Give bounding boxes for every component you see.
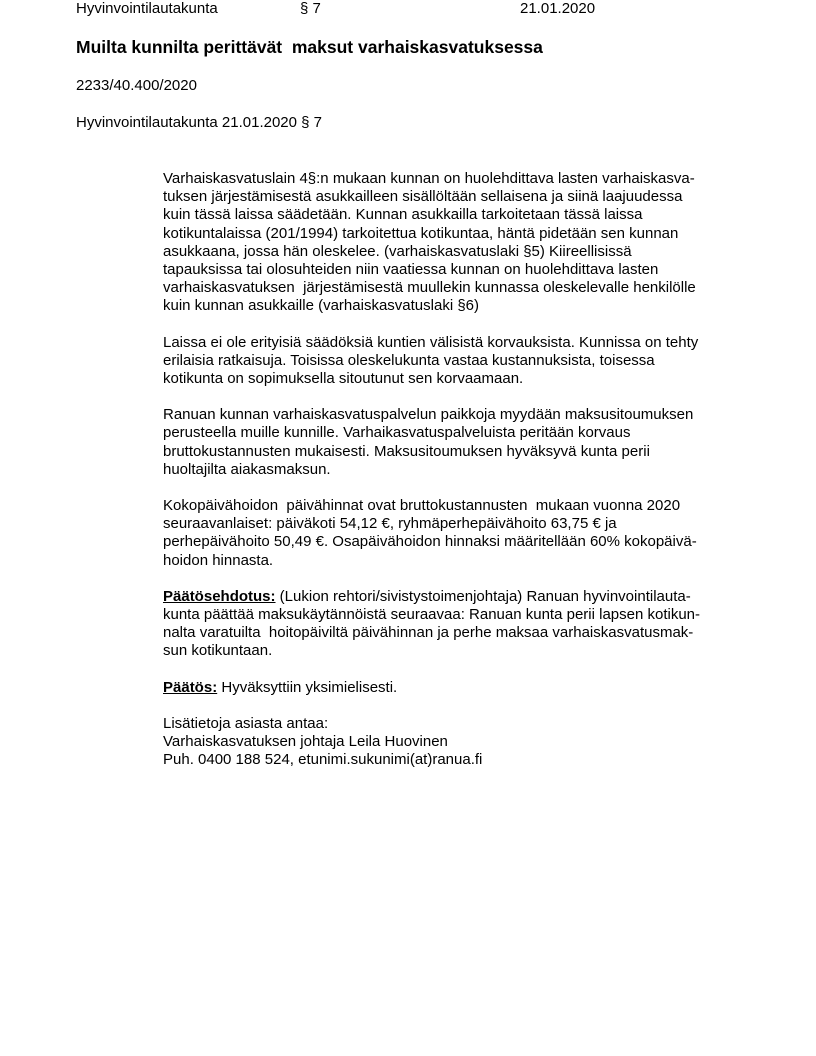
contact-info xyxy=(163,715,743,770)
text-line: tapauksissa tai olosuhteiden niin vaatiessa kunnan on huolehdittava lasten xyxy=(163,261,659,279)
decision-text: Hyväksyttiin yksimielisesti. xyxy=(217,678,398,696)
reference-number: 2233/40.400/2020 xyxy=(76,77,197,94)
text-line: erilaisia ratkaisuja. Toisissa oleskelukunta vastaa kustannuksista, toisessa xyxy=(163,351,655,369)
paragraph-legal-basis xyxy=(163,170,743,316)
text-line: huoltajilta aiakasmaksun. xyxy=(163,460,331,478)
page-header xyxy=(76,0,776,20)
meeting-line: Hyvinvointilautakunta 21.01.2020 § 7 xyxy=(76,114,323,131)
text-line: perhepäivähoito 50,49 €. Osapäivähoidon hinnaksi määritellään 60% kokopäivä- xyxy=(163,533,697,551)
text-line: hoidon hinnasta. xyxy=(163,551,274,569)
contact-phone-email: Puh. 0400 188 524, etunimi.sukunimi(at)ranua.fi xyxy=(163,751,483,769)
text-line: varhaiskasvatuksen järjestämisestä muullekin kunnassa oleskelevalle henkilölle xyxy=(163,279,696,297)
contact-person: Varhaiskasvatuksen johtaja Leila Huovinen xyxy=(163,733,448,751)
text-line: Laissa ei ole erityisiä säädöksiä kuntien välisistä korvauksista. Kunnissa on tehty xyxy=(163,333,699,351)
decision-label: Päätös: xyxy=(163,678,218,696)
paragraph-compensation xyxy=(163,334,743,389)
document-body xyxy=(163,170,743,769)
paragraph-ranua-practice xyxy=(163,406,743,479)
text-line: sun kotikuntaan. xyxy=(163,642,273,660)
text-line: seuraavanlaiset: päiväkoti 54,12 €, ryhmäperhepäivähoito 63,75 € ja xyxy=(163,515,617,533)
text-line xyxy=(163,588,743,606)
text-line: Ranuan kunnan varhaiskasvatuspalvelun paikkoja myydään maksusitoumuksen xyxy=(163,406,694,424)
paragraph-decision xyxy=(163,679,743,697)
text-line: Varhaiskasvatuslain 4§:n mukaan kunnan on huolehdittava lasten varhaiskasva- xyxy=(163,170,695,187)
text-line: bruttokustannusten mukaisesti. Maksusitoumuksen hyväksyvä kunta perii xyxy=(163,442,650,460)
text-line: tuksen järjestämisestä asukkailleen sisällöltään sellaisena ja siinä laajuudessa xyxy=(163,188,683,206)
document-title: Muilta kunnilta perittävät maksut varhaiskasvatuksessa xyxy=(76,37,543,57)
paragraph-prices xyxy=(163,497,743,570)
text-line: asukkaana, jossa hän oleskelee. (varhaiskasvatuslaki §5) Kiireellisissä xyxy=(163,242,632,260)
text-line xyxy=(163,679,743,697)
text-line: kotikunta on sopimuksella sitoutunut sen korvaamaan. xyxy=(163,370,524,388)
header-date: 21.01.2020 xyxy=(520,0,596,17)
paragraph-proposal xyxy=(163,588,743,661)
text-line: kuin tässä laissa säädetään. Kunnan asukkailla tarkoitetaan tässä laissa xyxy=(163,206,643,224)
contact-intro: Lisätietoja asiasta antaa: xyxy=(163,714,329,732)
text-line: perusteella muille kunnille. Varhaikasvatuspalveluista peritään korvaus xyxy=(163,424,631,442)
text-line: kotikuntalaissa (201/1994) tarkoitettua kotikuntaa, häntä pidetään sen kunnan xyxy=(163,224,679,242)
text-line: kunta päättää maksukäytännöistä seuraavaa: Ranuan kunta perii lapsen kotikun- xyxy=(163,606,701,624)
text-line: Kokopäivähoidon päivähinnat ovat bruttokustannusten mukaan vuonna 2020 xyxy=(163,497,681,515)
header-section: § 7 xyxy=(300,0,321,17)
header-organization: Hyvinvointilautakunta xyxy=(76,0,218,17)
text-line: kuin kunnan asukkaille (varhaiskasvatuslaki §6) xyxy=(163,297,479,315)
proposal-first-line: (Lukion rehtori/sivistystoimenjohtaja) Ranuan hyvinvointilauta- xyxy=(275,587,691,605)
text-line: nalta varatuilta hoitopäiviltä päivähinnan ja perhe maksaa varhaiskasvatusmak- xyxy=(163,624,694,642)
proposal-label: Päätösehdotus: xyxy=(163,587,276,605)
